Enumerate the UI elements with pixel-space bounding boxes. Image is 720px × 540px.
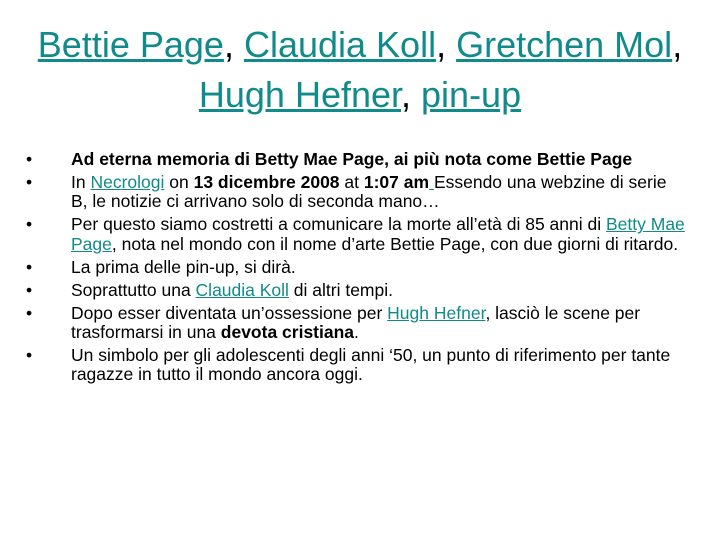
list-item: [26, 215, 686, 254]
title-link-hugh-hefner[interactable]: Hugh Hefner: [198, 74, 402, 115]
bullet-list: [26, 150, 686, 388]
title-link-gretchen-mol[interactable]: Gretchen Mol: [456, 24, 673, 65]
bullet-text: Ad eterna memoria di Betty Mae Page, ai più nota come Bettie Page: [71, 149, 633, 169]
bullet-text: , nota nel mondo con il nome d’arte Bettie Page, con due giorni di ritardo.: [111, 233, 679, 254]
title-separator: ,: [401, 74, 422, 115]
title-link-pin-up[interactable]: pin-up: [421, 74, 522, 115]
bullet-text: , lasciò le scene per trasformarsi in una: [71, 302, 641, 342]
necrologi-link[interactable]: Necrologi: [90, 171, 165, 192]
bullet-text: at: [339, 171, 364, 192]
bullet-icon: •: [26, 279, 33, 300]
bullet-icon: •: [26, 149, 33, 169]
bullet-icon: •: [26, 256, 33, 277]
bullet-text: on: [164, 171, 194, 192]
betty-mae-page-link[interactable]: Betty Mae Page: [71, 214, 685, 254]
claudia-koll-link[interactable]: Claudia Koll: [195, 279, 289, 300]
hugh-hefner-link[interactable]: Hugh Hefner: [387, 302, 486, 323]
title-separator: ,: [672, 24, 683, 65]
bold-text: devota cristiana: [220, 321, 355, 342]
bullet-icon: •: [26, 344, 33, 365]
date-text: 13 dicembre 2008: [193, 171, 340, 192]
list-item: [26, 150, 686, 169]
list-item: [26, 346, 686, 385]
bullet-icon: •: [26, 214, 33, 235]
list-item: [26, 258, 686, 277]
bullet-icon: •: [26, 302, 33, 323]
bullet-text: In: [71, 171, 91, 192]
bullet-text: Un simbolo per gli adolescenti degli anni ‘50, un punto di riferimento per tante ragazze in tutto il mondo ancora oggi.: [71, 344, 671, 385]
list-item: [26, 173, 686, 212]
bullet-text: La prima delle pin-up, si dirà.: [71, 256, 296, 277]
bullet-icon: •: [26, 171, 33, 192]
list-item: [26, 304, 686, 343]
title-link-claudia-koll[interactable]: Claudia Koll: [243, 24, 437, 65]
bullet-text: Dopo esser diventata un’ossessione per: [71, 302, 388, 323]
bullet-text: .: [354, 321, 359, 342]
bullet-text: Soprattutto una: [71, 279, 196, 300]
bullet-text: Essendo una webzine di serie B, le notizie ci arrivano solo di seconda mano…: [71, 171, 667, 212]
title-separator: ,: [223, 24, 244, 65]
bullet-text: di altri tempi.: [288, 279, 393, 300]
bullet-text: Per questo siamo costretti a comunicare la morte all’età di 85 anni di: [71, 214, 606, 235]
title-link-bettie-page[interactable]: Bettie Page: [37, 24, 224, 65]
title-separator: ,: [436, 24, 457, 65]
page-title: [20, 20, 700, 120]
time-text: 1:07 am: [363, 171, 430, 192]
list-item: [26, 281, 686, 300]
